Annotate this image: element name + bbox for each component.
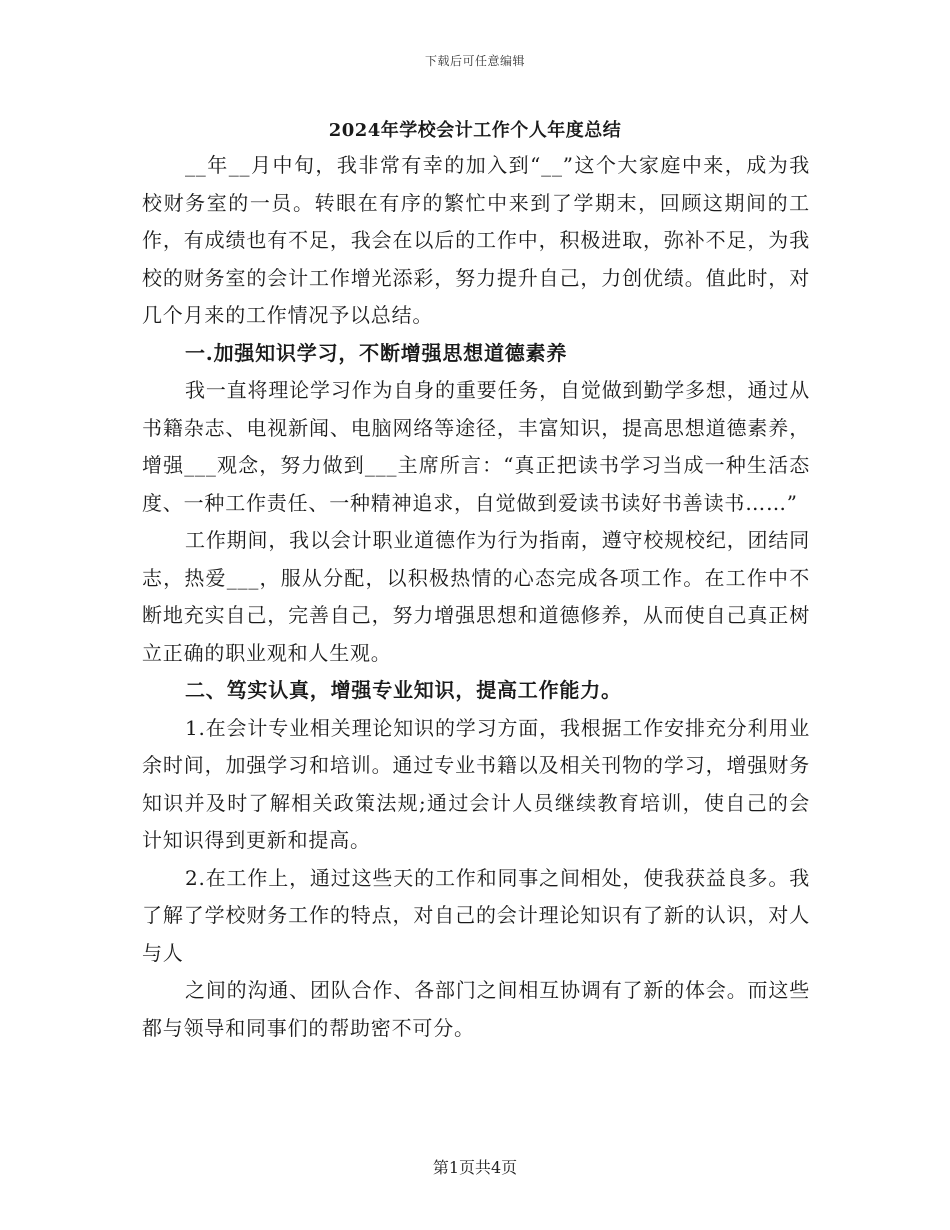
document-body (142, 147, 810, 1047)
section-1-paragraph-2: 工作期间，我以会计职业道德作为行为指南，遵守校规校纪，团结同志，热爱___，服从分配，以积极热情的心态完成各项工作。在工作中不断地充实自己，完善自己，努力增强思想和道德修养，从而使自己真正树立正确的职业观和人生观。 (142, 528, 810, 665)
intro-paragraph: __年__月中旬，我非常有幸的加入到“__”这个大家庭中来，成为我校财务室的一员。转眼在有序的繁忙中来到了学期末，回顾这期间的工作，有成绩也有不足，我会在以后的工作中，积极进取，弥补不足，为我校的财务室的会计工作增光添彩，努力提升自己，力创优绩。值此时，对几个月来的工作情况予以总结。 (142, 153, 810, 327)
section-heading-1: 一.加强知识学习，不断增强思想道德素养 (185, 340, 568, 365)
section-2-item-2-continued: 之间的沟通、团队合作、各部门之间相互协调有了新的体会。而这些都与领导和同事们的帮助密不可分。 (142, 978, 810, 1040)
page-footer: 第1页共4页 (432, 1158, 518, 1177)
header-note: 下载后可任意编辑 (424, 54, 525, 68)
section-2-item-1: 1.在会计专业相关理论知识的学习方面，我根据工作安排充分利用业余时间，加强学习和培训。通过专业书籍以及相关刊物的学习，增强财务知识并及时了解相关政策法规;通过会计人员继续教育培训，使自己的会计知识得到更新和提高。 (142, 715, 810, 852)
section-2-item-2: 2.在工作上，通过这些天的工作和同事之间相处，使我获益良多。我了解了学校财务工作的特点，对自己的会计理论知识有了新的认识，对人与人 (142, 865, 810, 965)
document-title: 2024年学校会计工作个人年度总结 (328, 120, 622, 141)
section-heading-2: 二、笃实认真，增强专业知识，提高工作能力。 (185, 678, 622, 702)
section-1-paragraph-1: 我一直将理论学习作为自身的重要任务，自觉做到勤学多想，通过从书籍杂志、电视新闻、电脑网络等途径，丰富知识，提高思想道德素养，增强___观念，努力做到___主席所言：“真正把读书学习当成一种生活态度、一种工作责任、一种精神追求，自觉做到爱读书读好书善读书……” (142, 378, 810, 515)
